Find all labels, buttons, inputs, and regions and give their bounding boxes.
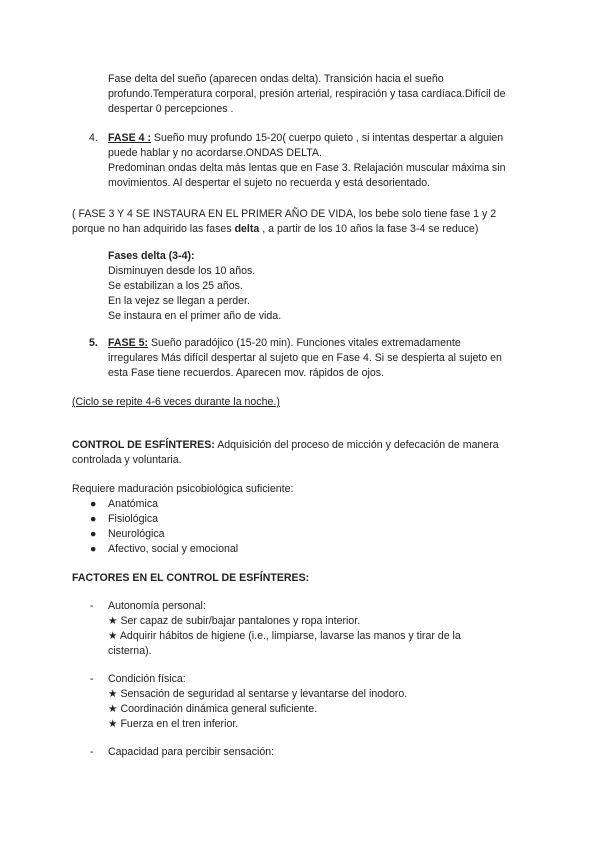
fase5-label: FASE 5: <box>108 337 149 349</box>
item-text: Coordinación dinámica general suficiente. <box>120 703 318 715</box>
text-line: Disminuyen desde los 10 años. <box>108 265 256 277</box>
bullet-list <box>0 497 600 557</box>
text-line <box>72 438 499 453</box>
text-line: ( FASE 3 Y 4 SE INSTAURA EN EL PRIMER AÑO DE VIDA, los bebe solo tiene fase 1 y 2 <box>72 208 497 220</box>
text-line: Se estabilizan a los 25 años. <box>108 280 243 292</box>
control-text: Adquisición del proceso de micción y defecación de manera <box>214 439 499 451</box>
list-item <box>0 745 600 760</box>
text-line: puede hablar y no acordarse.ONDAS DELTA. <box>108 147 322 159</box>
text-line: Predominan ondas delta más lentas que en Fase 3. Relajación muscular máxima sin <box>108 162 506 174</box>
list-item <box>0 614 600 629</box>
note-text: porque no han adquirido las fases <box>72 223 235 235</box>
text-line <box>108 702 317 717</box>
list-item <box>0 542 600 557</box>
bullet-text: Neurológica <box>108 528 165 540</box>
fase4-line1: Sueño muy profundo 15-20( cuerpo quieto , si intentas despertar a alguien <box>150 132 504 144</box>
text-line: despertar 0 percepciones . <box>108 103 234 115</box>
fase5-line1: Sueño paradójico (15-20 min). Funciones vitales extremadamente <box>148 337 461 349</box>
fase4-label: FASE 4 : <box>108 132 151 144</box>
list-item <box>0 527 600 542</box>
text-line: cisterna). <box>108 645 152 657</box>
bullet-text: Afectivo, social y emocional <box>108 543 239 555</box>
text-line: profundo.Temperatura corporal, presión arterial, respiración y tasa cardíaca.Difícil de <box>108 88 506 100</box>
note-fase34 <box>72 207 496 237</box>
note-bold: delta <box>234 223 260 235</box>
star-icon: ★ <box>108 615 118 627</box>
star-icon: ★ <box>108 718 118 730</box>
item-text: Sensación de seguridad al sentarse y levantarse del inodoro. <box>120 688 408 700</box>
star-icon: ★ <box>108 688 118 700</box>
fase4-item <box>89 131 506 191</box>
text-line: esta Fase tiene recuerdos. Aparecen mov. rápidos de ojos. <box>108 367 384 379</box>
list-item <box>0 644 600 659</box>
list-item <box>0 629 600 644</box>
text-line <box>108 687 407 702</box>
group-title: Autonomía personal: <box>108 600 206 612</box>
bullet-text: Fisiológica <box>108 513 159 525</box>
section-heading: Fases delta (3-4): <box>108 250 195 262</box>
control-section <box>72 438 499 468</box>
text-line: movimientos. Al despertar el sujeto no recuerda y está desorientado. <box>108 177 431 189</box>
group-title: Condición física: <box>108 673 186 685</box>
fase5-item <box>89 336 502 381</box>
text-line <box>108 131 505 146</box>
star-icon: ★ <box>108 630 118 642</box>
list-item <box>0 687 600 702</box>
list-number: 4. <box>89 132 98 144</box>
bullet-icon: ● <box>90 528 97 540</box>
note-text: , a partir de los 10 años la fase 3-4 se reduce) <box>259 223 479 235</box>
list-item <box>0 599 600 614</box>
star-icon: ★ <box>108 703 118 715</box>
text-line: En la vejez se llegan a perder. <box>108 295 250 307</box>
dash-marker: - <box>90 600 94 612</box>
text-line <box>108 629 461 644</box>
list-number: 5. <box>89 337 98 349</box>
bullet-icon: ● <box>90 543 97 555</box>
item-text: Adquirir hábitos de higiene (i.e., limpiarse, lavarse las manos y tirar de la <box>119 630 461 642</box>
bullet-text: Anatómica <box>108 498 159 510</box>
factor-group-sensacion <box>0 745 600 760</box>
list-item <box>0 512 600 527</box>
text-line: irregulares Más difícil despertar al sujeto que en Fase 4. Si se despierta al sujeto en <box>108 352 502 364</box>
text-line <box>108 336 502 351</box>
fase3-continuation <box>108 72 505 117</box>
text-line <box>108 717 238 732</box>
text-line: controlada y voluntaria. <box>72 454 182 466</box>
text-line <box>72 222 496 237</box>
list-item <box>0 497 600 512</box>
text-line: Se instaura en el primer año de vida. <box>108 310 282 322</box>
factor-group-condicion <box>0 672 600 732</box>
list-item <box>0 672 600 687</box>
requires-text: Requiere maduración psicobiológica suficiente: <box>72 483 294 495</box>
group-title: Capacidad para percibir sensación: <box>108 746 275 758</box>
dash-marker: - <box>90 746 94 758</box>
bullet-icon: ● <box>90 498 97 510</box>
factor-group-autonomia <box>0 599 600 659</box>
list-item <box>0 717 600 732</box>
text-line: Fase delta del sueño (aparecen ondas delta). Transición hacia el sueño <box>108 73 444 85</box>
fases-delta <box>108 249 281 324</box>
ciclo-note: (Ciclo se repite 4-6 veces durante la noche.) <box>72 396 280 408</box>
dash-marker: - <box>90 673 94 685</box>
text-line <box>108 614 360 629</box>
section-heading: CONTROL DE ESFÍNTERES: <box>72 439 215 451</box>
item-text: Fuerza en el tren inferior. <box>120 718 239 730</box>
bullet-icon: ● <box>90 513 97 525</box>
list-item <box>0 702 600 717</box>
section-heading: FACTORES EN EL CONTROL DE ESFÍNTERES: <box>72 572 310 584</box>
item-text: Ser capaz de subir/bajar pantalones y ropa interior. <box>120 615 361 627</box>
